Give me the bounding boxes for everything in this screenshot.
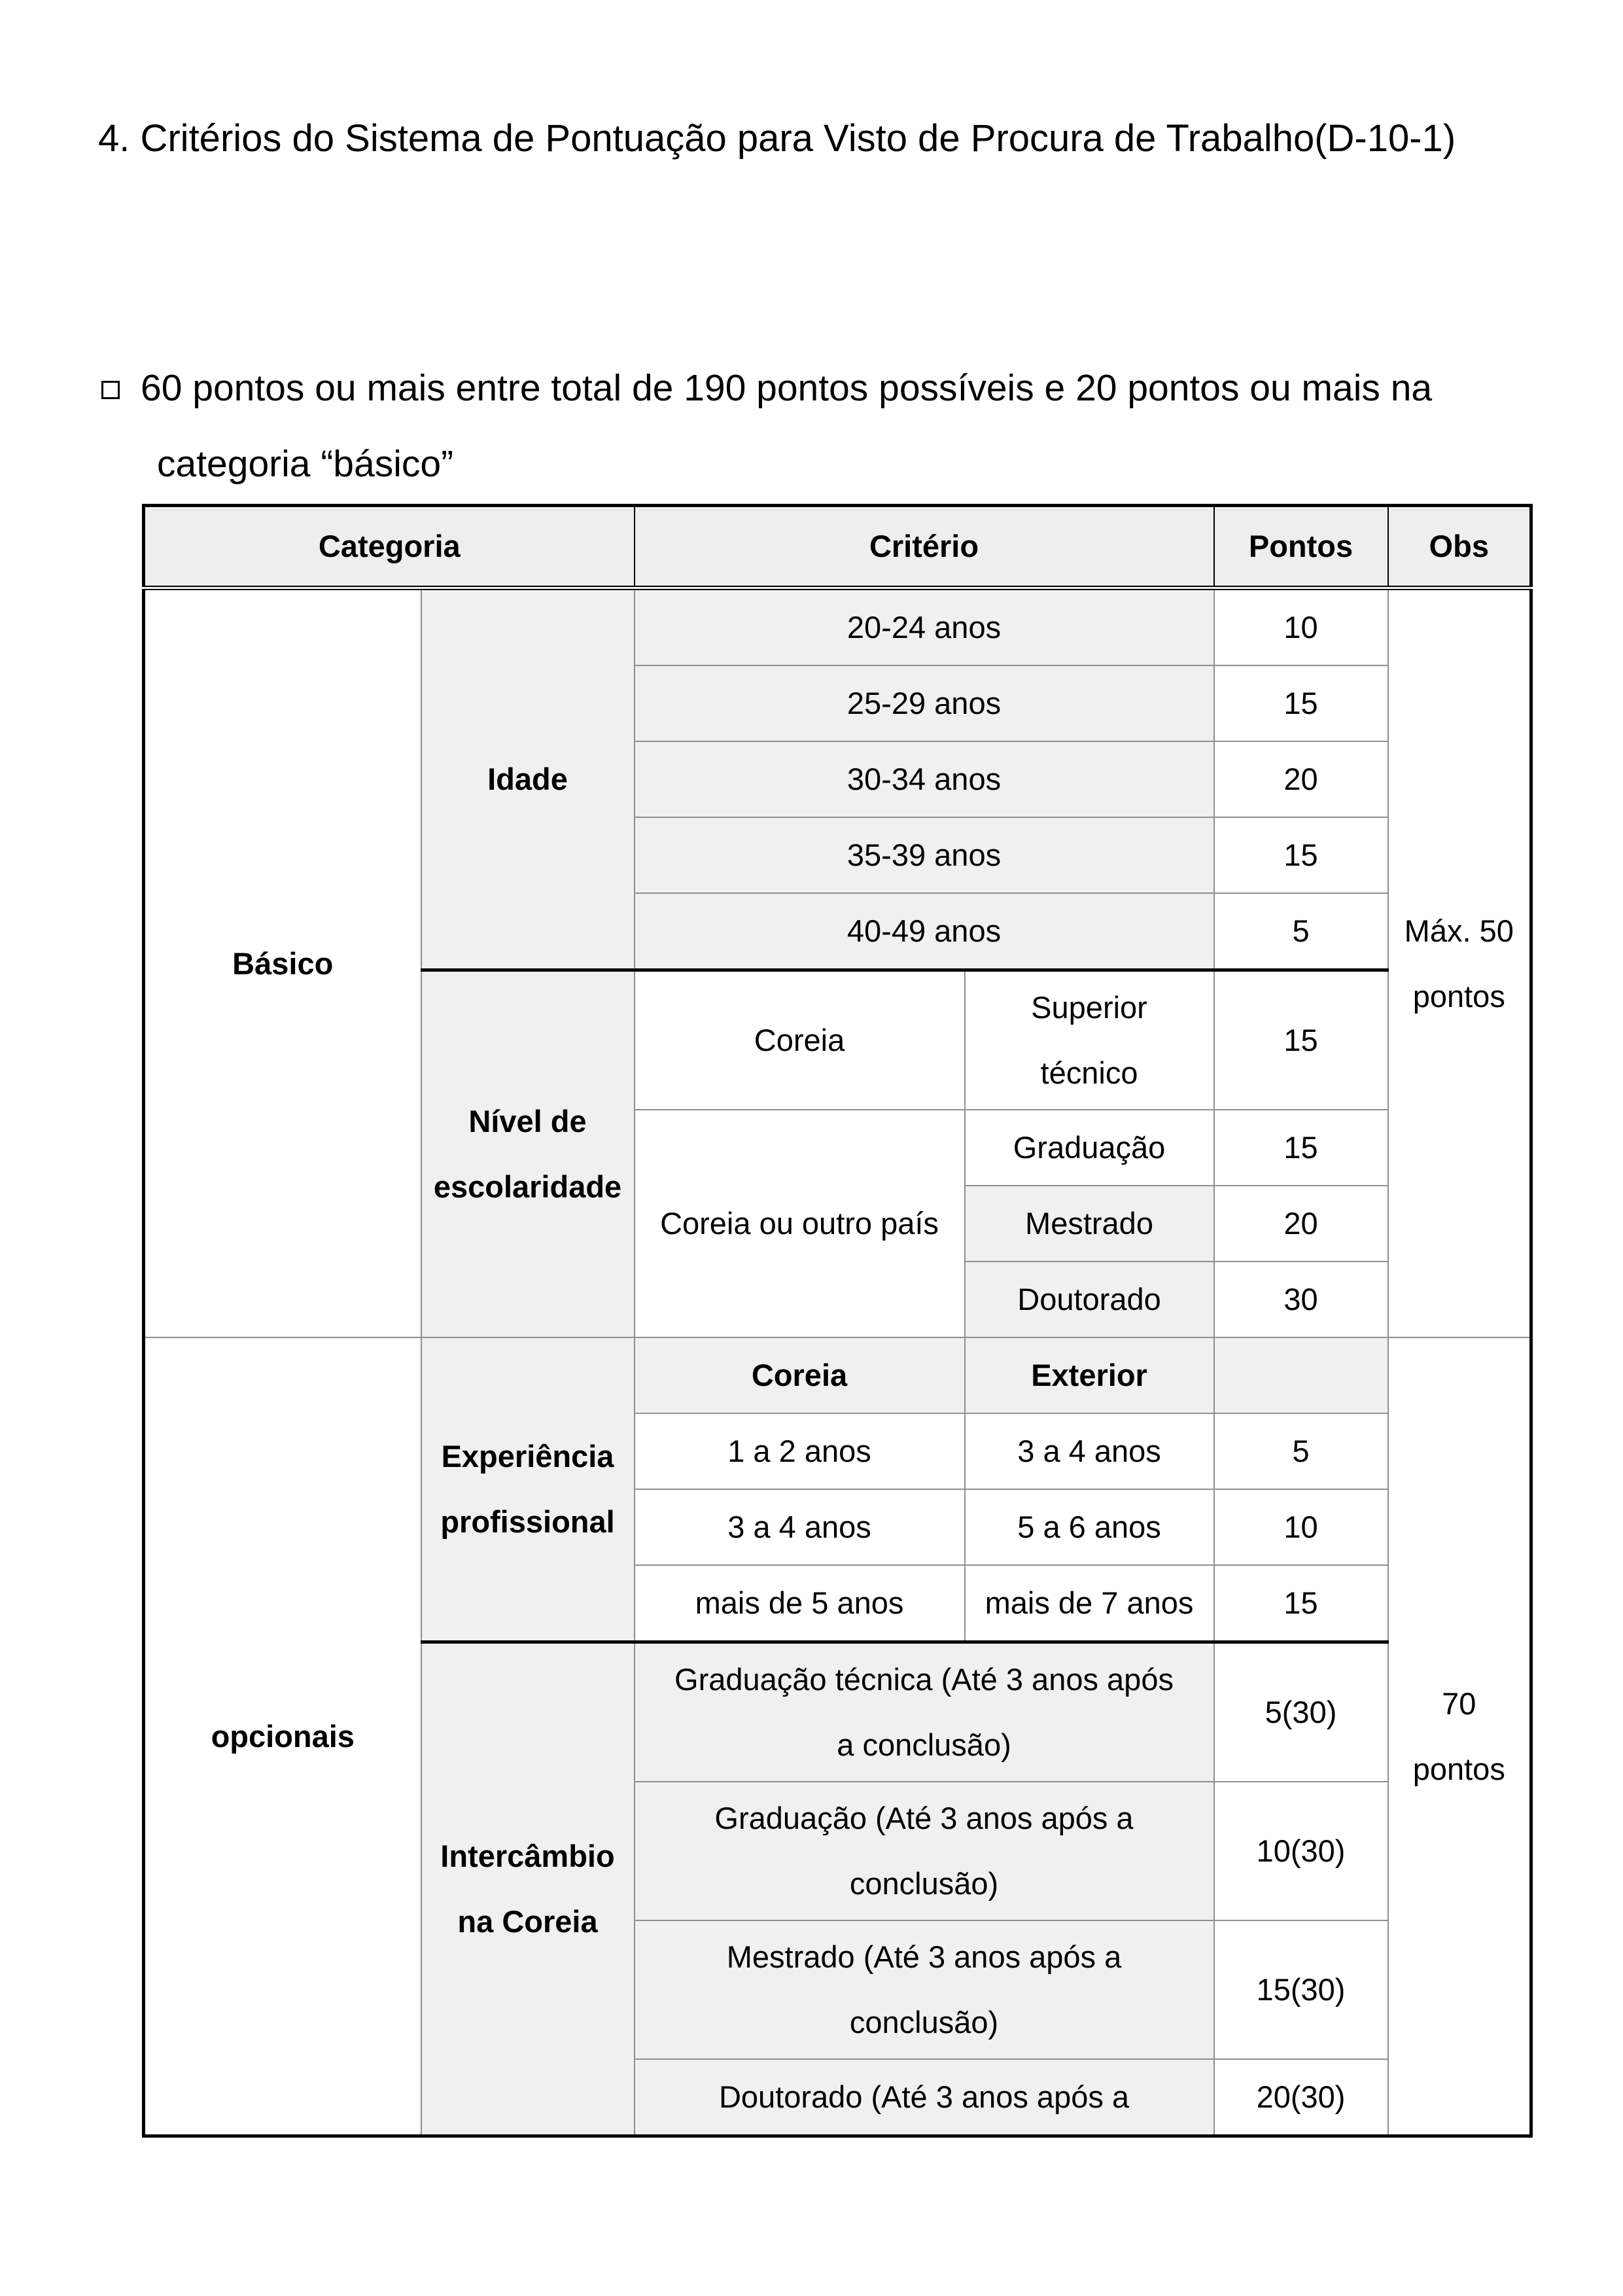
pontos-cell: 20 bbox=[1214, 1186, 1388, 1262]
criterio-cell bbox=[635, 1920, 1214, 2059]
pontos-cell: 10 bbox=[1214, 588, 1388, 666]
page-heading: 4. Critérios do Sistema de Pontuação para Visto de Procura de Trabalho(D-10-1) bbox=[98, 117, 1456, 160]
header-criterio: Critério bbox=[635, 506, 1214, 588]
header-obs: Obs bbox=[1388, 506, 1531, 588]
nivel-cell: Mestrado bbox=[965, 1186, 1214, 1262]
table-row bbox=[144, 1337, 1531, 1413]
square-bullet-icon bbox=[101, 381, 120, 399]
exterior-cell: mais de 7 anos bbox=[965, 1565, 1214, 1642]
label-line: na Coreia bbox=[457, 1904, 598, 1939]
label-line: Nível de bbox=[468, 1104, 587, 1139]
criterio-line: Mestrado (Até 3 anos após a bbox=[726, 1939, 1122, 1974]
pontos-cell: 20 bbox=[1214, 741, 1388, 817]
obs-basico bbox=[1388, 588, 1531, 1338]
label-line: Intercâmbio bbox=[440, 1839, 615, 1873]
criterio-cell: 40-49 anos bbox=[635, 893, 1214, 970]
header-pontos: Pontos bbox=[1214, 506, 1388, 588]
criterio-cell: 35-39 anos bbox=[635, 817, 1214, 893]
note-line-2: categoria “básico” bbox=[157, 443, 454, 485]
pontos-cell: 5(30) bbox=[1214, 1642, 1388, 1782]
origem-coreia: Coreia bbox=[635, 970, 965, 1110]
pontos-cell: 15 bbox=[1214, 817, 1388, 893]
criterio-line: a conclusão) bbox=[837, 1727, 1011, 1762]
subcategory-experiencia bbox=[421, 1337, 635, 1642]
obs-line: pontos bbox=[1412, 978, 1505, 1014]
criterio-cell: 20-24 anos bbox=[635, 588, 1214, 666]
criterio-cell bbox=[635, 1782, 1214, 1920]
pontos-cell: 5 bbox=[1214, 893, 1388, 970]
criterio-line: conclusão) bbox=[849, 1866, 999, 1901]
requirement-note bbox=[98, 350, 1527, 502]
pontos-cell: 15 bbox=[1214, 970, 1388, 1110]
exterior-cell: 5 a 6 anos bbox=[965, 1489, 1214, 1565]
subcategory-escolaridade bbox=[421, 970, 635, 1338]
exterior-cell: 3 a 4 anos bbox=[965, 1413, 1214, 1489]
col-exterior: Exterior bbox=[965, 1337, 1214, 1413]
coreia-cell: 3 a 4 anos bbox=[635, 1489, 965, 1565]
subcategory-intercambio bbox=[421, 1642, 635, 2136]
nivel-line: técnico bbox=[1040, 1055, 1138, 1090]
criterio-line: conclusão) bbox=[849, 2005, 999, 2040]
criterio-cell bbox=[635, 1642, 1214, 1782]
header-categoria: Categoria bbox=[144, 506, 635, 588]
nivel-cell: Doutorado bbox=[965, 1262, 1214, 1337]
category-opcionais: opcionais bbox=[144, 1337, 421, 2136]
table-header-row bbox=[144, 506, 1531, 588]
criterio-cell: 30-34 anos bbox=[635, 741, 1214, 817]
obs-opcionais bbox=[1388, 1337, 1531, 2136]
nivel-cell bbox=[965, 970, 1214, 1110]
note-line-1: 60 pontos ou mais entre total de 190 pontos possíveis e 20 pontos ou mais na bbox=[141, 367, 1433, 409]
label-line: Experiência bbox=[441, 1439, 614, 1474]
pontos-cell: 15 bbox=[1214, 665, 1388, 741]
nivel-line: Superior bbox=[1031, 990, 1147, 1025]
coreia-cell: mais de 5 anos bbox=[635, 1565, 965, 1642]
coreia-cell: 1 a 2 anos bbox=[635, 1413, 965, 1489]
obs-line: 70 bbox=[1442, 1686, 1476, 1721]
pontos-cell: 15(30) bbox=[1214, 1920, 1388, 2059]
criterio-line: Graduação técnica (Até 3 anos após bbox=[674, 1662, 1174, 1697]
nivel-cell: Graduação bbox=[965, 1110, 1214, 1186]
label-line: escolaridade bbox=[433, 1169, 622, 1204]
table-row bbox=[144, 588, 1531, 666]
pontos-cell: 20(30) bbox=[1214, 2059, 1388, 2136]
pontos-cell: 10 bbox=[1214, 1489, 1388, 1565]
subcategory-idade: Idade bbox=[421, 588, 635, 970]
obs-line: pontos bbox=[1412, 1751, 1505, 1786]
criterio-cell: 25-29 anos bbox=[635, 665, 1214, 741]
pontos-cell: 5 bbox=[1214, 1413, 1388, 1489]
points-criteria-table bbox=[142, 504, 1533, 2138]
pontos-empty-cell bbox=[1214, 1337, 1388, 1413]
pontos-cell: 30 bbox=[1214, 1262, 1388, 1337]
pontos-cell: 15 bbox=[1214, 1565, 1388, 1642]
criterio-cell: Doutorado (Até 3 anos após a bbox=[635, 2059, 1214, 2136]
col-coreia: Coreia bbox=[635, 1337, 965, 1413]
origem-outro: Coreia ou outro país bbox=[635, 1110, 965, 1337]
criterio-line: Graduação (Até 3 anos após a bbox=[714, 1801, 1134, 1835]
pontos-cell: 15 bbox=[1214, 1110, 1388, 1186]
label-line: profissional bbox=[440, 1504, 615, 1539]
pontos-cell: 10(30) bbox=[1214, 1782, 1388, 1920]
obs-line: Máx. 50 bbox=[1404, 913, 1514, 948]
category-basico: Básico bbox=[144, 588, 421, 1338]
